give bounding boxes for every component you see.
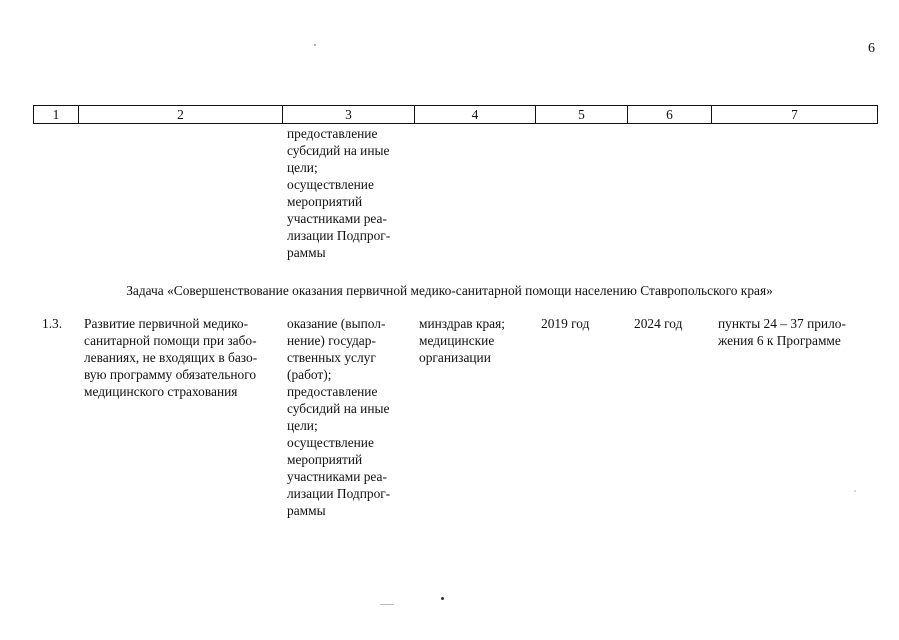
row-end-year: 2024 год [634, 316, 683, 331]
header-col-3: 3 [283, 106, 415, 123]
row-implementation-type [287, 315, 409, 519]
task-heading: Задача «Совершенствование оказания первичной медико-санитарной помощи населению Ставропольского края» [126, 283, 773, 298]
text-line: пункты 24 – 37 прило- [718, 316, 846, 331]
text-line: медицинского страхования [84, 384, 238, 399]
text-line: цели; [287, 160, 318, 175]
text-line: леваниях, не входящих в базо- [84, 350, 258, 365]
text-line: лизации Подпрог- [287, 486, 391, 501]
row-responsible [419, 315, 529, 366]
text-line: субсидий на иные [287, 143, 390, 158]
text-line: организации [419, 350, 491, 365]
scan-speck [441, 597, 444, 600]
text-line: осуществление [287, 435, 374, 450]
text-line: ственных услуг [287, 350, 376, 365]
row-start-year: 2019 год [541, 316, 590, 331]
continuation-col3 [287, 125, 409, 261]
scan-speck [314, 44, 316, 46]
text-line: цели; [287, 418, 318, 433]
text-line: предоставление [287, 126, 378, 141]
header-col-5: 5 [536, 106, 628, 123]
text-line: предоставление [287, 384, 378, 399]
text-line: участниками реа- [287, 211, 387, 226]
header-col-6: 6 [628, 106, 712, 123]
text-line: мероприятий [287, 452, 363, 467]
text-line: жения 6 к Программе [718, 333, 841, 348]
table-header [33, 105, 878, 124]
row-activity-name [84, 315, 276, 400]
text-line: медицинские [419, 333, 495, 348]
text-line: субсидий на иные [287, 401, 390, 416]
header-col-1: 1 [34, 106, 79, 123]
text-line: Развитие первичной медико- [84, 316, 249, 331]
scan-speck [380, 604, 394, 605]
page-number: 6 [868, 41, 875, 56]
scan-speck [854, 490, 856, 492]
text-line: раммы [287, 245, 326, 260]
text-line: (работ); [287, 367, 332, 382]
text-line: раммы [287, 503, 326, 518]
text-line: осуществление [287, 177, 374, 192]
header-col-4: 4 [415, 106, 536, 123]
text-line: оказание (выпол- [287, 316, 386, 331]
text-line: участниками реа- [287, 469, 387, 484]
header-col-2: 2 [79, 106, 283, 123]
text-line: вую программу обязательного [84, 367, 257, 382]
text-line: санитарной помощи при забо- [84, 333, 257, 348]
text-line: нение) государ- [287, 333, 376, 348]
row-reference [718, 315, 876, 349]
text-line: мероприятий [287, 194, 363, 209]
row-number: 1.3. [42, 316, 63, 331]
text-line: лизации Подпрог- [287, 228, 391, 243]
text-line: минздрав края; [419, 316, 505, 331]
header-col-7: 7 [791, 107, 798, 122]
